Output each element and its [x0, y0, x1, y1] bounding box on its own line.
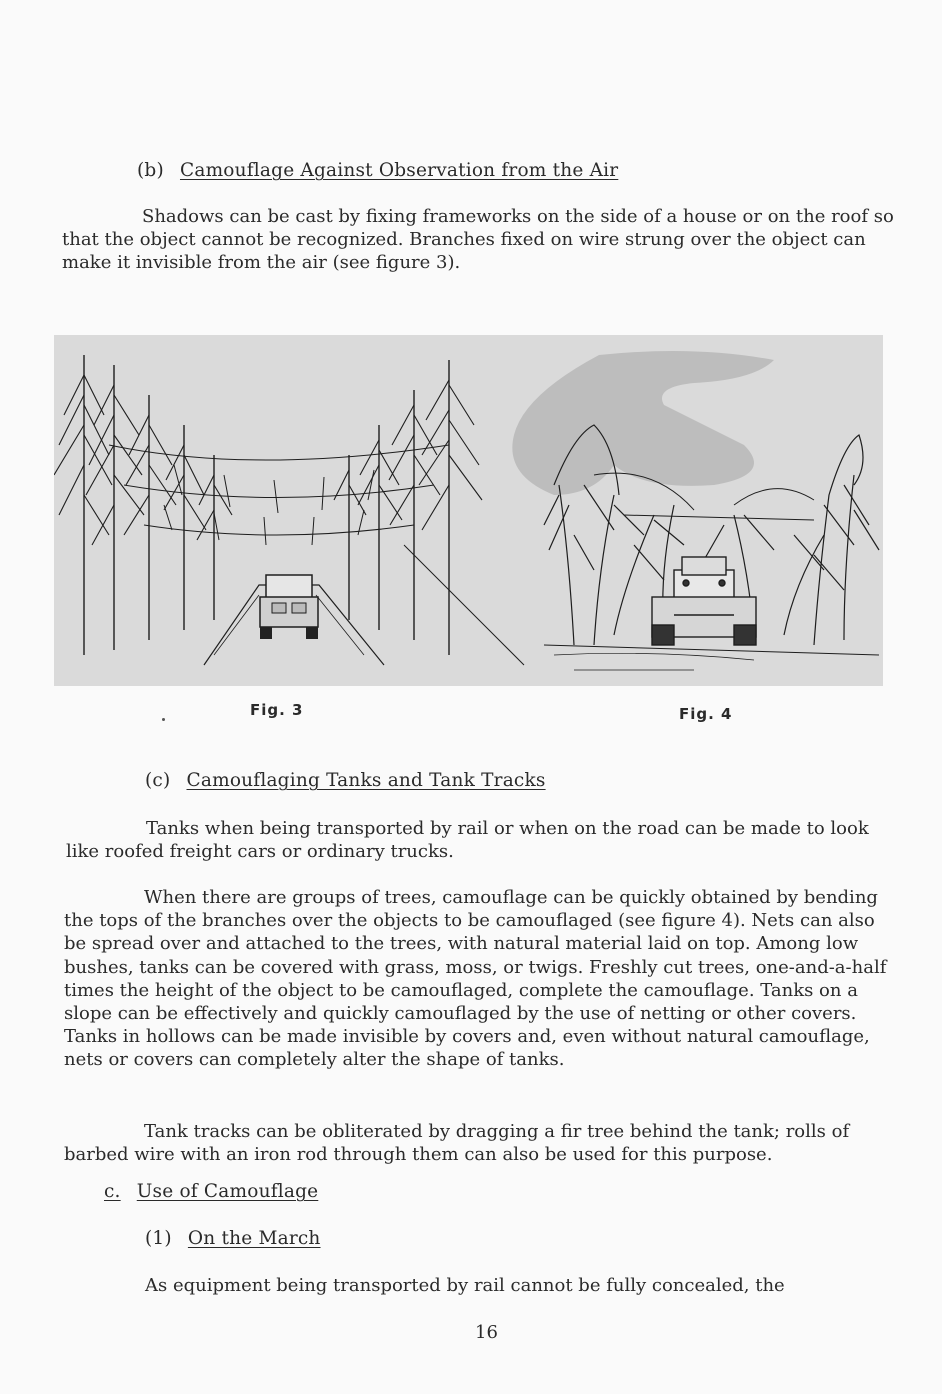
heading-b-prefix: (b)	[137, 160, 164, 181]
heading-b-title: Camouflage Against Observation from the Air	[179, 160, 619, 181]
paragraph-c2-text: When there are groups of trees, camouflage can be quickly obtained by bending the tops of the branches over the objects to be camouflaged (see figure 4). Nets can also be spread over and attached to the trees, with natural material laid on top. Among low bushes, tanks can be covered with grass, moss, or twigs. Freshly cut trees, one-and-a-half times the height of the object to be camouflaged, complete the camouflage. Tanks on a slope can be effectively and quickly camouflaged by the use of netting or other covers. Tanks in hollows can be made invisible by covers and, even without natural camouflage, nets or covers can completely alter the shape of tanks.	[64, 887, 887, 1071]
heading-c	[145, 770, 546, 791]
paragraph-c3	[64, 1120, 898, 1166]
paragraph-c3-text: Tank tracks can be obliterated by dragging a fir tree behind the tank; rolls of barbed wire with an iron rod through them can also be used for this purpose.	[64, 1121, 850, 1166]
paragraph-c2	[64, 886, 894, 1072]
paragraph-march	[145, 1274, 905, 1297]
fig3-caption: Fig. 3	[250, 701, 304, 719]
heading-b	[137, 160, 618, 181]
paragraph-c1	[66, 817, 874, 863]
print-speck	[162, 718, 165, 721]
heading-use-of-camouflage	[104, 1181, 318, 1202]
fig4-caption: Fig. 4	[679, 705, 733, 723]
heading-use-title: Use of Camouflage	[136, 1181, 319, 1202]
page-number: 16	[475, 1322, 498, 1343]
heading-march-prefix: (1)	[145, 1228, 172, 1249]
heading-c-prefix: (c)	[145, 770, 171, 791]
figure-illustration	[54, 335, 883, 686]
heading-c-title: Camouflaging Tanks and Tank Tracks	[186, 770, 546, 791]
heading-on-the-march	[145, 1228, 321, 1249]
paragraph-b-text: Shadows can be cast by fixing frameworks on the side of a house or on the roof so that the object cannot be recognized. Branches fixed on wire strung over the object can make it invisible from the air (see figure 3).	[62, 206, 894, 274]
heading-use-prefix: c.	[104, 1181, 121, 1202]
heading-march-title: On the March	[187, 1228, 321, 1249]
paragraph-march-text: As equipment being transported by rail cannot be fully concealed, the	[145, 1275, 785, 1296]
paragraph-c1-text: Tanks when being transported by rail or when on the road can be made to look like roofed freight cars or ordinary trucks.	[66, 818, 869, 863]
paragraph-b	[62, 205, 900, 275]
figure-drawing	[54, 335, 883, 686]
